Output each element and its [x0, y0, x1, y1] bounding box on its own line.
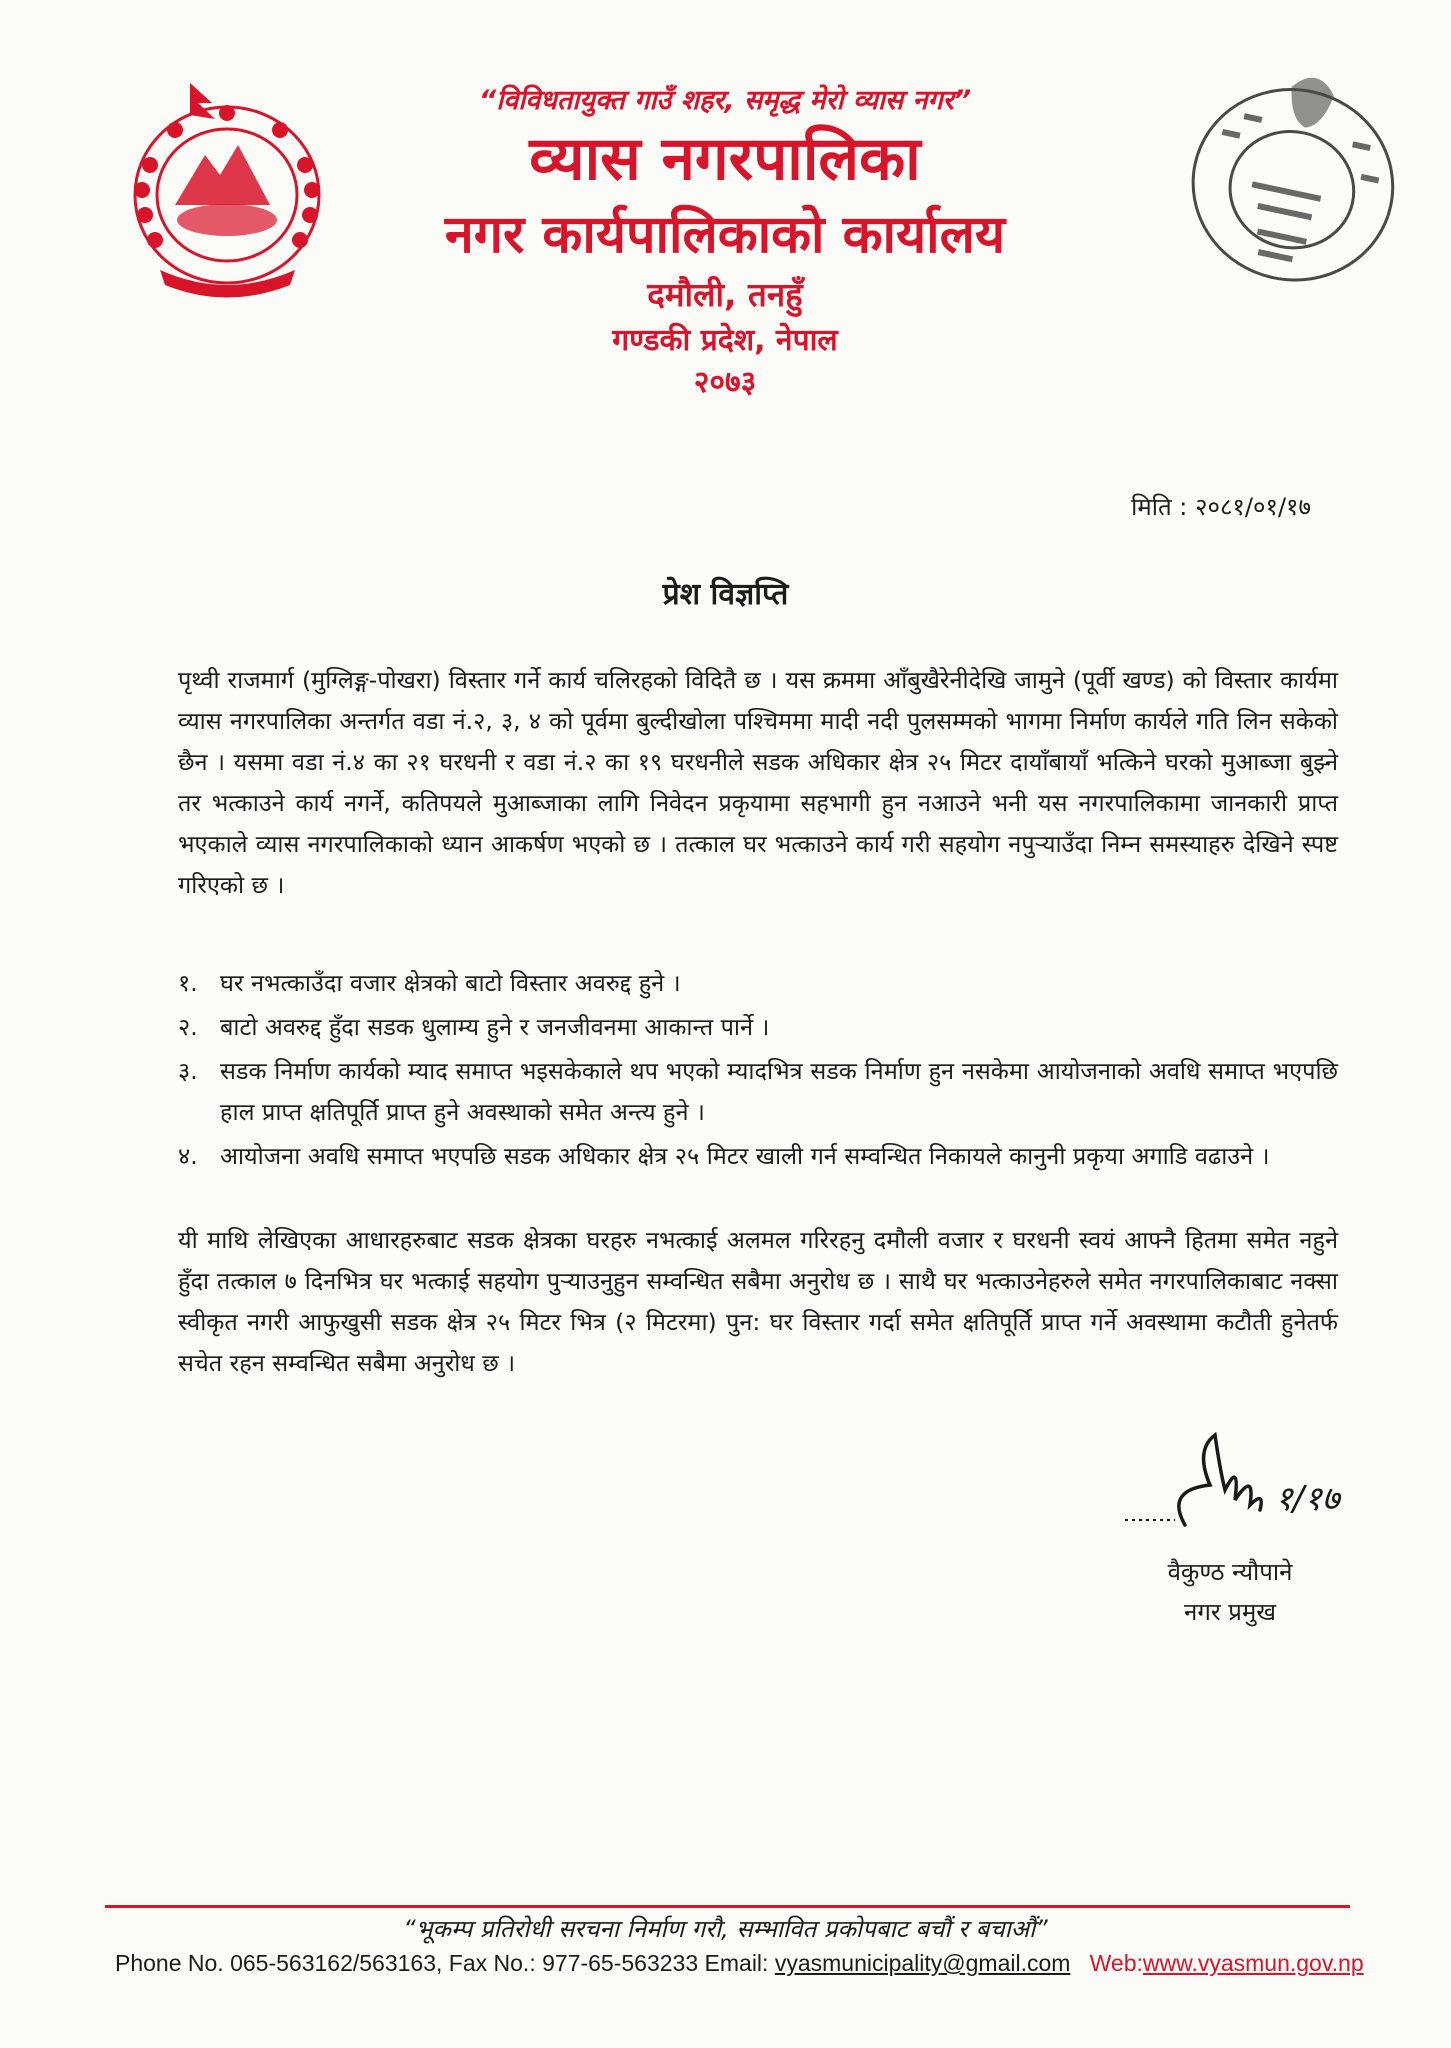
request-paragraph: यी माथि लेखिएका आधारहरुबाट सडक क्षेत्रका घरहरु नभत्काई अलमल गरिरहनु दमौली वजार र घरधनी स्वयं आफ्नै हितमा समेत नहुने हुँदा तत्काल ७ दिनभित्र घर भत्काई सहयोग पुऱ्याउनुहुन सम्वन्धित सबैमा अनुरोध छ । साथै घर भत्काउनेहरुले समेत नगरपालिकाबाट नक्सा स्वीकृत नगरी आफुखुसी सडक क्षेत्र २५ मिटर भित्र (२ मिटरमा) पुन: घर विस्तार गर्दा समेत क्षतिपूर्ति प्राप्त गर्ने अवस्थामा कटौती हुनेतर्फ सचेत रहन सम्वन्धित सबैमा अनुरोध छ । — [178, 1226, 1338, 1377]
motto: “विविधतायुक्त गाउँ शहर, समृद्ध मेरो व्यास नगर” — [478, 85, 972, 116]
intro-paragraph: पृथ्वी राजमार्ग (मुग्लिङ्ग-पोखरा) विस्तार गर्ने कार्य चलिरहको विदितै छ । यस क्रममा आँबुखैरेनीदेखि जामुने (पूर्वी खण्ड) को विस्तार कार्यमा व्यास नगरपालिका अन्तर्गत वडा नं.२, ३, ४ को पूर्वमा बुल्दीखोला पश्चिममा मादी नदी पुलसम्मको भागमा निर्माण कार्यले गति लिन सकेको छैन । यसमा वडा नं.४ का २१ घरधनी र वडा नं.२ का १९ घरधनीले सडक अधिकार क्षेत्र २५ मिटर दायाँबायाँ भत्किने घरको मुआब्जा बुझ्ने तर भत्काउने कार्य नगर्ने, कतिपयले मुआब्जाका लागि निवेदन प्रकृयामा सहभागी हुन नआउने भनी यस नगरपालिकामा जानकारी प्राप्त भएकाले व्यास नगरपालिकाको ध्यान आकर्षण भएको छ । तत्काल घर भत्काउने कार्य गरी सहयोग नपुऱ्याउँदा निम्न समस्याहरु देखिने स्पष्ट गरिएको छ । — [178, 666, 1338, 899]
footer-contact — [115, 1950, 1364, 1977]
phone-number: 065-563162/563163, — [230, 1950, 443, 1976]
list-item: ४. आयोजना अवधि समाप्त भएपछि सडक अधिकार क्षेत्र २५ मिटर खाली गर्न सम्वन्धित निकायले कानुनी प्रकृया अगाडि वढाउने । — [178, 1142, 1270, 1170]
web-label: Web: — [1089, 1950, 1143, 1976]
fax-label: Fax No.: — [448, 1950, 536, 1976]
fax-number: 977-65-563233 — [542, 1950, 699, 1976]
website-link[interactable]: www.vyasmun.gov.np — [1142, 1950, 1364, 1976]
list-item: २. बाटो अवरुद्द हुँदा सडक धुलाम्य हुने र जनजीवनमा आकान्त पार्ने । — [178, 1013, 770, 1041]
signer-title: नगर प्रमुख — [1184, 1598, 1276, 1626]
letter-date: मिति : २०८१/०१/१७ — [1131, 493, 1311, 521]
list-item: १. घर नभत्काउँदा वजार क्षेत्रको बाटो विस्तार अवरुद्द हुने । — [178, 969, 681, 997]
phone-label: Phone No. — [115, 1950, 224, 1976]
email-label: Email: — [704, 1950, 769, 1976]
office-year: २०७३ — [693, 365, 757, 400]
signature-block — [1105, 1552, 1355, 1632]
footer-slogan: “भूकम्प प्रतिरोधी सरचना निर्माण गरौ, सम्भावित प्रकोपबाट बचौं र बचाऔं” — [403, 1915, 1048, 1943]
document-title: प्रेश विज्ञप्ति — [662, 577, 789, 612]
footer-divider — [105, 1905, 1350, 1908]
signer-name: वैकुण्ठ न्यौपाने — [1167, 1558, 1293, 1586]
handwritten-signature — [1115, 1430, 1375, 1540]
organization-name: व्यास नगरपालिका — [529, 124, 921, 194]
handwritten-date: १/१७ — [1275, 1479, 1340, 1519]
email-link[interactable]: vyasmunicipality@gmail.com — [774, 1950, 1071, 1976]
office-place: दमौली, तनहुँ — [647, 275, 803, 314]
office-seal-icon — [1175, 50, 1415, 300]
list-item: ३. सडक निर्माण कार्यको म्याद समाप्त भइसकेकाले थप भएको म्यादभित्र सडक निर्माण हुन नसकेमा आयोजनाको अवधि समाप्त भएपछि हाल प्राप्त क्षतिपूर्ति प्राप्त हुने अवस्थाको समेत अन्त्य हुने । — [178, 1057, 1338, 1126]
office-name: नगर कार्यपालिकाको कार्यालय — [444, 205, 1006, 265]
office-province: गण्डकी प्रदेश, नेपाल — [612, 323, 838, 358]
issues-list — [178, 963, 1338, 1180]
letterhead — [300, 80, 1150, 403]
